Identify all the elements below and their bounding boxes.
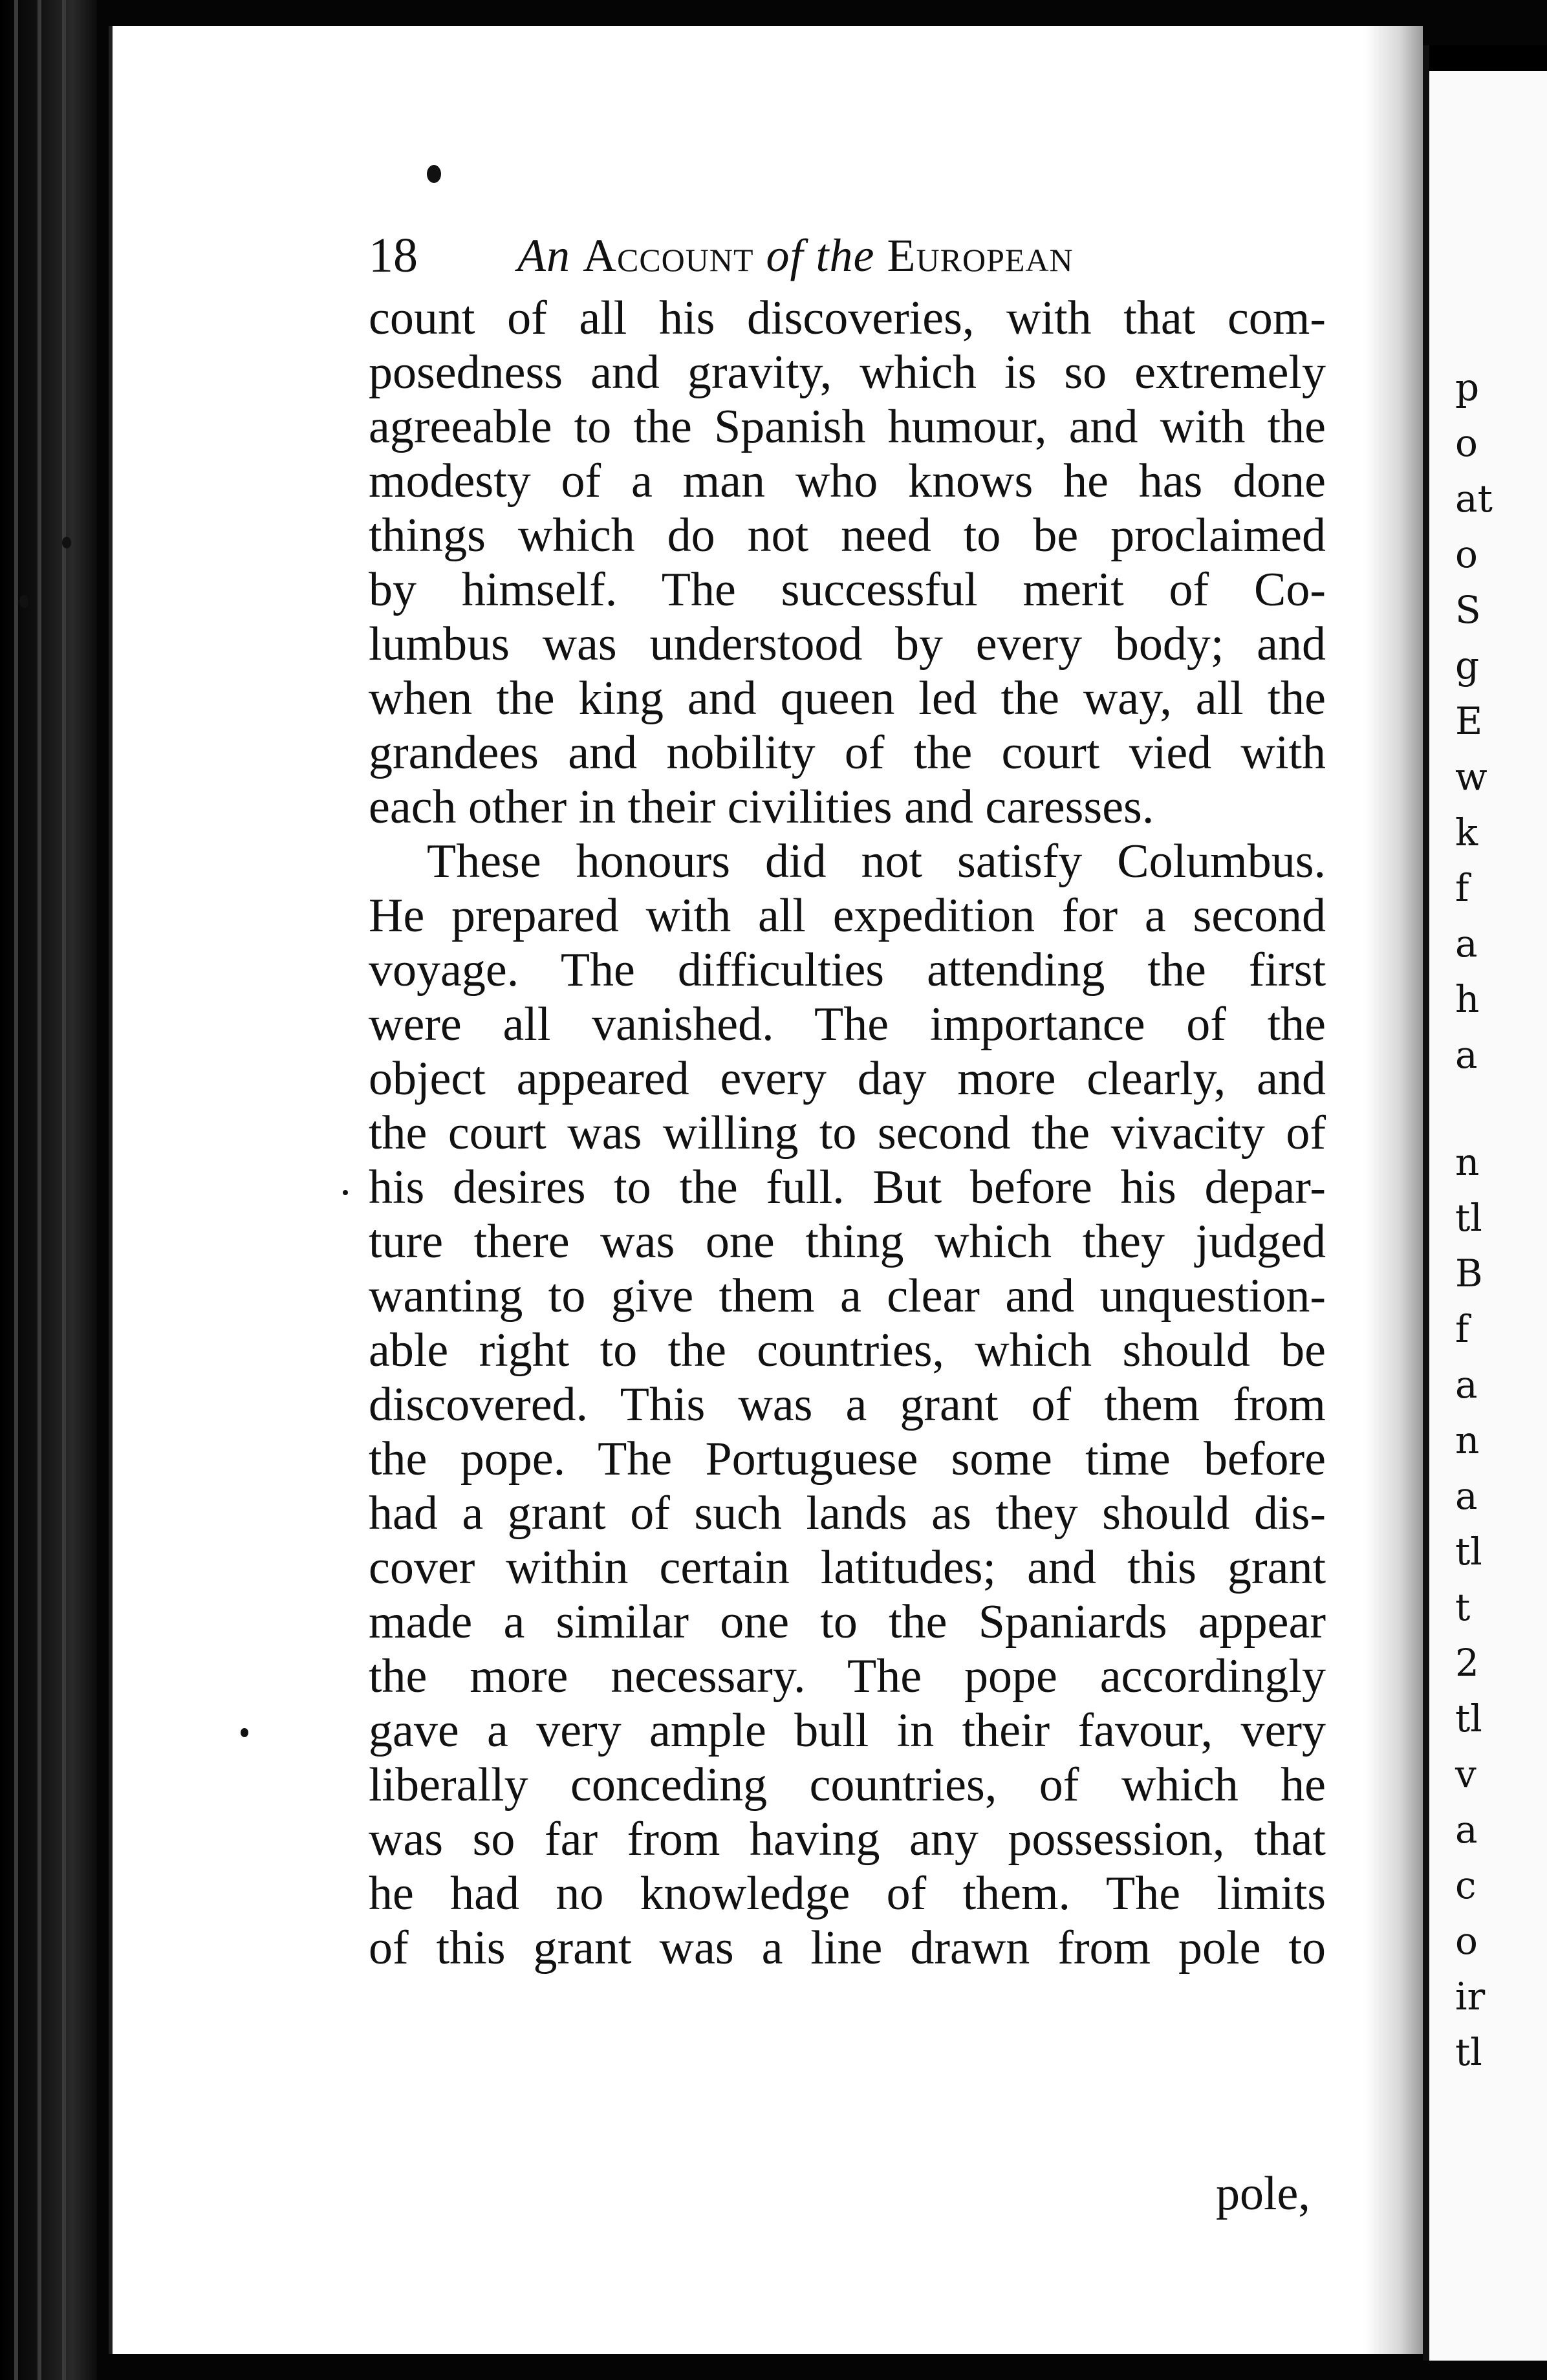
text-line: discovered. This was a grant of them from	[369, 1378, 1326, 1431]
edge-stripe	[38, 0, 41, 2380]
next-page-top-band	[1429, 45, 1547, 71]
text-line: count of all his discoveries, with that com-	[369, 292, 1326, 345]
next-page-fragment: a	[1455, 922, 1478, 966]
running-head-an: An	[517, 230, 570, 281]
page-number: 18	[369, 228, 418, 283]
text-line: He prepared with all expedition for a second	[369, 889, 1326, 942]
text-line: when the king and queen led the way, all the	[369, 672, 1326, 725]
text-line: liberally conceding countries, of which he	[369, 1758, 1326, 1812]
next-page-fragment: a	[1455, 1474, 1478, 1518]
text-line: agreeable to the Spanish humour, and with the	[369, 400, 1326, 453]
running-head	[517, 220, 1074, 291]
text-line: wanting to give them a clear and unquestion-	[369, 1270, 1326, 1323]
text-line: grandees and nobility of the court vied with	[369, 726, 1326, 779]
next-page-fragment: tl	[1455, 1196, 1482, 1240]
next-page-fragment: n	[1455, 1140, 1480, 1184]
next-page-fragment: k	[1455, 810, 1478, 854]
text-line: the court was willing to second the vivacity of	[369, 1107, 1326, 1160]
book-left-edge	[0, 0, 97, 2380]
next-page-fragment: tl	[1455, 2030, 1482, 2074]
next-page-fragment: t	[1455, 1585, 1471, 1629]
text-line: of this grant was a line drawn from pole to	[369, 1921, 1326, 1974]
text-line: the more necessary. The pope accordingly	[369, 1650, 1326, 1703]
running-head-of-the: of the	[766, 230, 875, 281]
page-gutter-shadow	[1365, 26, 1423, 2354]
ink-speck	[241, 1728, 248, 1737]
next-page-fragment: h	[1455, 977, 1480, 1021]
next-page-fragment: v	[1455, 1752, 1477, 1796]
ink-speck	[19, 595, 28, 608]
text-line: made a similar one to the Spaniards appear	[369, 1596, 1326, 1649]
text-line: object appeared every day more clearly, and	[369, 1052, 1326, 1105]
next-page-fragment: g	[1455, 644, 1480, 687]
next-page-fragment: o	[1455, 421, 1478, 465]
next-page-fragment: w	[1455, 755, 1488, 799]
next-page-fragment: o	[1455, 532, 1478, 576]
next-page-sliver	[1423, 45, 1547, 2361]
next-page-fragment: p	[1455, 365, 1480, 409]
text-line: These honours did not satisfy Columbus.	[427, 835, 1326, 888]
ink-speck	[62, 537, 71, 548]
next-page-fragment: f	[1455, 866, 1469, 910]
next-page-fragment: E	[1455, 699, 1483, 743]
text-line: voyage. The difficulties attending the first	[369, 944, 1326, 997]
next-page-fragment: a	[1455, 1808, 1478, 1852]
text-line: able right to the countries, which should be	[369, 1324, 1326, 1377]
text-line: his desires to the full. But before his depar-	[369, 1161, 1326, 1214]
page-header	[369, 220, 1177, 291]
text-line: were all vanished. The importance of the	[369, 998, 1326, 1051]
ink-speck	[343, 1190, 348, 1195]
text-line: cover within certain latitudes; and this grant	[369, 1541, 1326, 1594]
next-page-fragment: a	[1455, 1033, 1478, 1077]
next-page-fragment: a	[1455, 1363, 1478, 1407]
next-page-fragment: n	[1455, 1418, 1480, 1462]
running-head-european: European	[887, 230, 1074, 281]
text-line: posedness and gravity, which is so extremely	[369, 346, 1326, 399]
text-line: ture there was one thing which they judged	[369, 1215, 1326, 1268]
text-line: had a grant of such lands as they should dis-	[369, 1487, 1326, 1540]
next-page-fragment: f	[1455, 1307, 1469, 1351]
next-page-fragment: 2	[1455, 1641, 1479, 1685]
next-page-fragment: S	[1455, 588, 1481, 632]
ink-speck	[427, 165, 441, 183]
text-line: was so far from having any possession, that	[369, 1813, 1326, 1866]
text-line: lumbus was understood by every body; and	[369, 618, 1326, 671]
next-page-fragment: ir	[1455, 1974, 1486, 2018]
next-page-fragment: B	[1455, 1251, 1483, 1295]
running-head-account: Account	[582, 230, 754, 281]
next-page-fragment: o	[1455, 1919, 1478, 1963]
edge-stripe	[14, 0, 18, 2380]
text-line: by himself. The successful merit of Co-	[369, 563, 1326, 616]
text-line: modesty of a man who knows he has done	[369, 455, 1326, 508]
text-line: things which do not need to be proclaimed	[369, 509, 1326, 562]
text-line: he had no knowledge of them. The limits	[369, 1867, 1326, 1920]
next-page-fragment: at	[1455, 477, 1493, 521]
next-page-fragment: c	[1455, 1863, 1477, 1907]
text-line: each other in their civilities and caresses.	[369, 781, 1154, 834]
next-page-fragment: tl	[1455, 1696, 1482, 1740]
text-line: the pope. The Portuguese some time before	[369, 1433, 1326, 1486]
catchword: pole,	[1216, 2167, 1310, 2220]
text-line: gave a very ample bull in their favour, very	[369, 1704, 1326, 1757]
edge-stripe	[62, 0, 66, 2380]
next-page-fragment: tl	[1455, 1530, 1482, 1574]
